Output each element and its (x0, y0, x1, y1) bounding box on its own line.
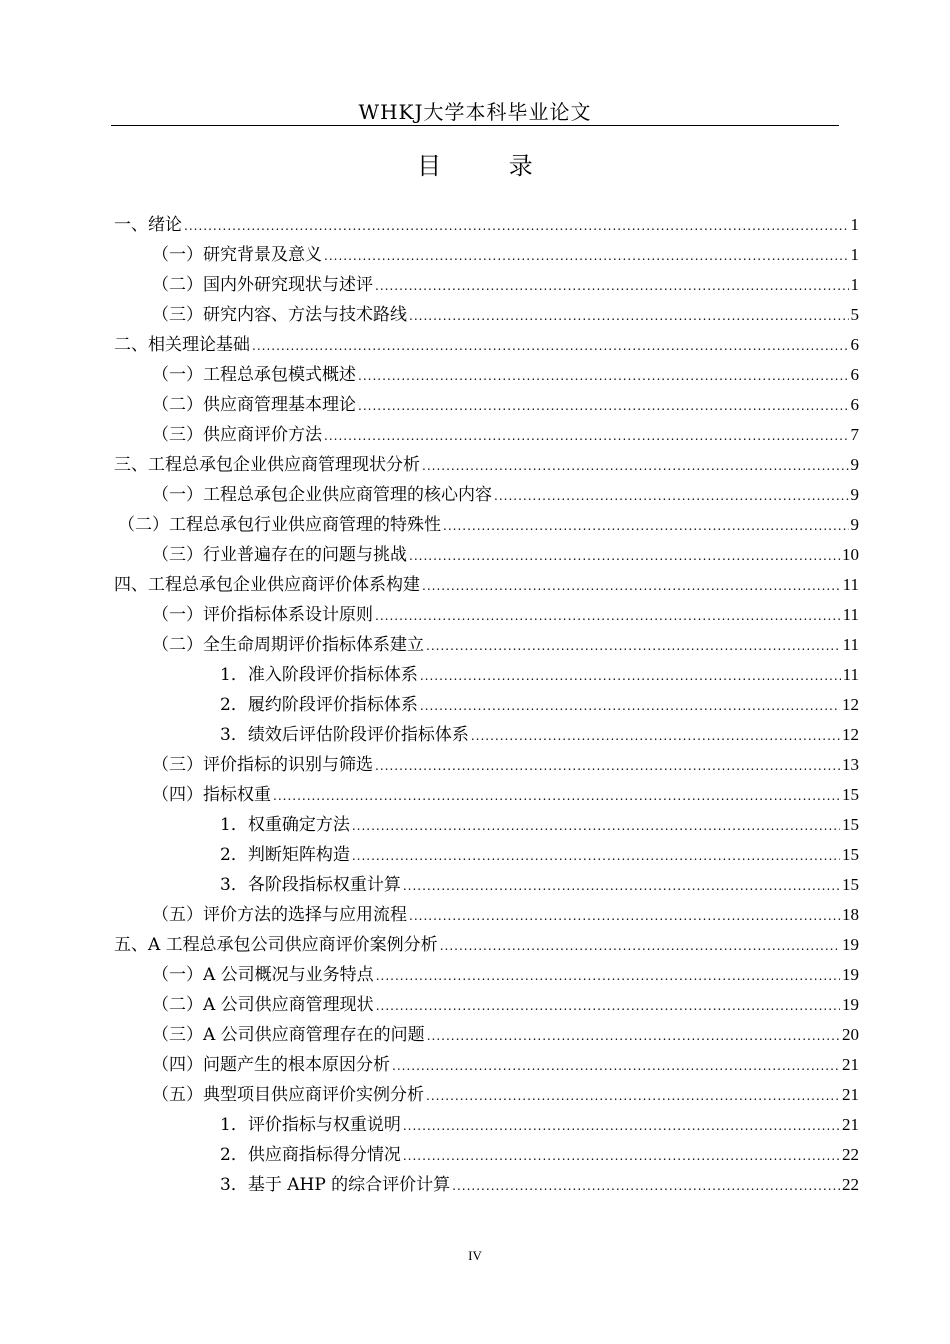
toc-entry[interactable] (114, 360, 859, 390)
toc-entry-page: 6 (850, 335, 859, 354)
toc-entry-page: 20 (842, 1025, 859, 1044)
toc-entry-page: 15 (842, 845, 859, 864)
toc-entry-label: （二）供应商管理基本理论 (152, 395, 356, 415)
toc-entry-page: 1 (850, 275, 859, 294)
toc-entry[interactable] (114, 1080, 859, 1110)
toc-leader-dots (409, 901, 840, 931)
toc-leader-dots (392, 1051, 840, 1081)
toc-entry[interactable] (114, 600, 859, 630)
toc-entry-page: 11 (842, 575, 859, 594)
page-number: IV (468, 1248, 482, 1263)
toc-entry-label: （四）指标权重 (152, 785, 271, 805)
toc-entry[interactable] (114, 930, 859, 960)
toc-entry[interactable] (114, 990, 859, 1020)
toc-leader-dots (403, 1111, 840, 1141)
toc-leader-dots (422, 451, 849, 481)
toc-entry-page: 19 (842, 995, 859, 1014)
toc-entry-page: 1 (850, 215, 859, 234)
toc-leader-dots (403, 871, 840, 901)
toc-entry-label: （二）工程总承包行业供应商管理的特殊性 (118, 515, 441, 535)
toc-entry-page: 22 (842, 1145, 859, 1164)
toc-leader-dots (324, 421, 849, 451)
toc-entry-label: （三）行业普遍存在的问题与挑战 (152, 545, 407, 565)
toc-entry-page: 6 (850, 365, 859, 384)
toc-entry-label: （一）A 公司概况与业务特点 (152, 965, 374, 985)
toc-leader-dots (252, 331, 849, 361)
toc-entry-label: （二）A 公司供应商管理现状 (152, 995, 374, 1015)
toc-leader-dots (420, 661, 841, 691)
toc-entry[interactable] (114, 510, 859, 540)
toc-leader-dots (375, 601, 841, 631)
toc-entry[interactable] (114, 570, 859, 600)
toc-entry[interactable] (114, 810, 859, 840)
toc-entry-page: 21 (842, 1115, 859, 1134)
toc-entry-page: 22 (842, 1175, 859, 1194)
toc-entry-page: 19 (842, 935, 859, 954)
toc-leader-dots (273, 781, 840, 811)
toc-entry-page: 21 (842, 1055, 859, 1074)
page-title: 目 录 (417, 152, 563, 180)
toc-leader-dots (426, 631, 841, 661)
toc-entry-page: 1 (850, 245, 859, 264)
toc-entry-label: （一）工程总承包模式概述 (152, 365, 356, 385)
toc-entry-label: 2．履约阶段评价指标体系 (220, 695, 418, 715)
toc-leader-dots (452, 1171, 840, 1201)
toc-entry-page: 15 (842, 815, 859, 834)
toc-entry-label: （一）研究背景及意义 (152, 245, 322, 265)
toc-entry[interactable] (114, 1170, 859, 1200)
toc-entry-page: 11 (842, 635, 859, 654)
toc-entry[interactable] (114, 540, 859, 570)
toc-leader-dots (422, 571, 841, 601)
toc-entry-page: 6 (850, 395, 859, 414)
toc-leader-dots (420, 691, 840, 721)
toc-entry[interactable] (114, 1020, 859, 1050)
toc-entry[interactable] (114, 330, 859, 360)
toc-entry-page: 11 (842, 665, 859, 684)
toc-entry[interactable] (114, 1110, 859, 1140)
toc-entry-label: （二）国内外研究现状与述评 (152, 275, 373, 295)
toc-entry-label: 1．评价指标与权重说明 (220, 1115, 401, 1135)
toc-entry-page: 19 (842, 965, 859, 984)
table-of-contents (114, 210, 859, 1200)
toc-leader-dots (409, 541, 840, 571)
toc-entry-page: 9 (850, 455, 859, 474)
toc-leader-dots (352, 811, 840, 841)
toc-entry-page: 18 (842, 905, 859, 924)
toc-entry-label: （三）供应商评价方法 (152, 425, 322, 445)
toc-entry-page: 12 (842, 695, 859, 714)
toc-leader-dots (324, 241, 849, 271)
toc-entry-label: （三）A 公司供应商管理存在的问题 (152, 1025, 425, 1045)
toc-entry[interactable] (114, 960, 859, 990)
toc-entry-label: 2．供应商指标得分情况 (220, 1145, 401, 1165)
toc-leader-dots (375, 271, 849, 301)
toc-entry[interactable] (114, 780, 859, 810)
toc-entry-label: （一）工程总承包企业供应商管理的核心内容 (152, 485, 492, 505)
running-header: WHKJ大学本科毕业论文 (358, 100, 592, 124)
toc-entry-page: 9 (850, 515, 859, 534)
toc-entry[interactable] (114, 900, 859, 930)
toc-leader-dots (443, 511, 849, 541)
toc-entry[interactable] (114, 750, 859, 780)
toc-entry-page: 21 (842, 1085, 859, 1104)
toc-entry[interactable] (114, 840, 859, 870)
toc-entry[interactable] (114, 300, 859, 330)
toc-leader-dots (427, 1021, 840, 1051)
toc-entry-page: 13 (842, 755, 859, 774)
toc-entry-label: 1．准入阶段评价指标体系 (220, 665, 418, 685)
toc-entry-label: 四、工程总承包企业供应商评价体系构建 (114, 575, 420, 595)
toc-entry-label: （四）问题产生的根本原因分析 (152, 1055, 390, 1075)
toc-entry-page: 15 (842, 785, 859, 804)
toc-entry-label: （二）全生命周期评价指标体系建立 (152, 635, 424, 655)
toc-entry[interactable] (114, 420, 859, 450)
toc-entry-label: （五）典型项目供应商评价实例分析 (152, 1085, 424, 1105)
toc-leader-dots (358, 391, 849, 421)
toc-entry[interactable] (114, 390, 859, 420)
toc-entry-label: 3．各阶段指标权重计算 (220, 875, 401, 895)
toc-leader-dots (376, 961, 840, 991)
toc-leader-dots (376, 991, 840, 1021)
toc-entry-label: 五、A 工程总承包公司供应商评价案例分析 (114, 935, 438, 955)
toc-leader-dots (352, 841, 840, 871)
toc-entry-label: 1．权重确定方法 (220, 815, 350, 835)
toc-entry-label: （五）评价方法的选择与应用流程 (152, 905, 407, 925)
toc-leader-dots (409, 301, 849, 331)
toc-entry-page: 11 (842, 605, 859, 624)
toc-entry-label: 一、绪论 (114, 215, 182, 235)
toc-entry-label: （三）评价指标的识别与筛选 (152, 755, 373, 775)
toc-entry-page: 12 (842, 725, 859, 744)
toc-leader-dots (494, 481, 849, 511)
toc-entry[interactable] (114, 240, 859, 270)
toc-entry[interactable] (114, 210, 859, 240)
toc-entry-label: （三）研究内容、方法与技术路线 (152, 305, 407, 325)
toc-leader-dots (184, 211, 849, 241)
toc-entry-page: 9 (850, 485, 859, 504)
toc-entry-label: 三、工程总承包企业供应商管理现状分析 (114, 455, 420, 475)
toc-entry-page: 7 (850, 425, 859, 444)
toc-entry-page: 10 (842, 545, 859, 564)
toc-entry[interactable] (114, 720, 859, 750)
toc-leader-dots (403, 1141, 840, 1171)
toc-entry-page: 15 (842, 875, 859, 894)
toc-entry-label: 3．绩效后评估阶段评价指标体系 (220, 725, 469, 745)
toc-entry-label: 二、相关理论基础 (114, 335, 250, 355)
toc-entry-page: 5 (850, 305, 859, 324)
toc-leader-dots (358, 361, 849, 391)
toc-entry[interactable] (114, 870, 859, 900)
toc-leader-dots (440, 931, 840, 961)
toc-entry-label: （一）评价指标体系设计原则 (152, 605, 373, 625)
toc-entry[interactable] (114, 270, 859, 300)
toc-leader-dots (426, 1081, 840, 1111)
toc-entry[interactable] (114, 450, 859, 480)
toc-leader-dots (375, 751, 840, 781)
toc-entry[interactable] (114, 1050, 859, 1080)
toc-entry[interactable] (114, 1140, 859, 1170)
toc-entry[interactable] (114, 660, 859, 690)
toc-entry-label: 3．基于 AHP 的综合评价计算 (220, 1175, 451, 1195)
toc-entry[interactable] (114, 630, 859, 660)
header-rule (111, 125, 839, 126)
toc-entry-label: 2．判断矩阵构造 (220, 845, 350, 865)
toc-leader-dots (471, 721, 840, 751)
toc-entry[interactable] (114, 480, 859, 510)
toc-entry[interactable] (114, 690, 859, 720)
